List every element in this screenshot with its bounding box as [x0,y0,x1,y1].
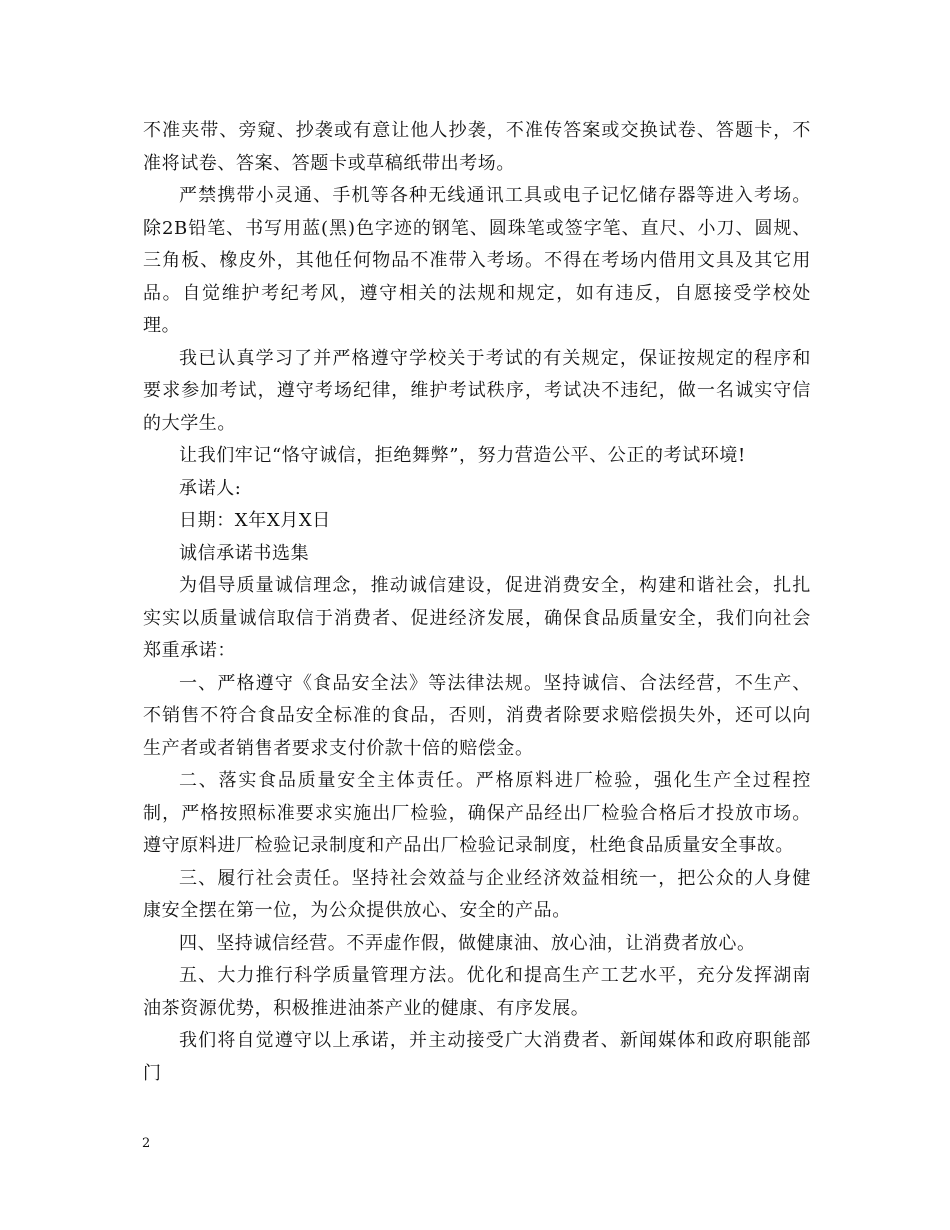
paragraph: 严禁携带小灵通、手机等各种无线通讯工具或电子记忆储存器等进入考场。除2B铅笔、书写用蓝(黑)色字迹的钢笔、圆珠笔或签字笔、直尺、小刀、圆规、三角板、橡皮外，其他任何物品不准带入考场。不得在考场内借用文具及其它用品。自觉维护考纪考风，遵守相关的法规和规定，如有违反，自愿接受学校处理。 [143,185,811,336]
paragraph: 二、落实食品质量安全主体责任。严格原料进厂检验，强化生产全过程控制，严格按照标准要求实施出厂检验，确保产品经出厂检验合格后才投放市场。遵守原料进厂检验记录制度和产品出厂检验记录制度，杜绝食品质量安全事故。 [143,770,811,856]
paragraph: 我已认真学习了并严格遵守学校关于考试的有关规定，保证按规定的程序和要求参加考试，遵守考场纪律，维护考试秩序，考试决不违纪，做一名诚实守信的大学生。 [143,347,811,434]
date-line: 日期：X年X月X日 [179,510,331,531]
document-body [143,115,811,1090]
paragraph: 我们将自觉遵守以上承诺，并主动接受广大消费者、新闻媒体和政府职能部门 [143,1030,811,1084]
section-title: 诚信承诺书选集 [179,542,310,564]
paragraph: 不准夹带、旁窥、抄袭或有意让他人抄袭，不准传答案或交换试卷、答题卡，不准将试卷、答案、答题卡或草稿纸带出考场。 [143,120,811,174]
signatory-line: 承诺人: [179,477,242,499]
paragraph: 三、履行社会责任。坚持社会效益与企业经济效益相统一，把公众的人身健康安全摆在第一位，为公众提供放心、安全的产品。 [143,867,811,921]
paragraph: 一、严格遵守《食品安全法》等法律法规。坚持诚信、合法经营，不生产、不销售不符合食品安全标准的食品，否则，消费者除要求赔偿损失外，还可以向生产者或者销售者要求支付价款十倍的赔偿金。 [143,672,811,759]
paragraph: 五、大力推行科学质量管理方法。优化和提高生产工艺水平，充分发挥湖南油茶资源优势，积极推进油茶产业的健康、有序发展。 [143,965,811,1019]
page-number: 2 [142,1136,151,1151]
paragraph: 让我们牢记“恪守诚信，拒绝舞弊”，努力营造公平、公正的考试环境! [179,445,746,466]
paragraph: 四、坚持诚信经营。不弄虚作假，做健康油、放心油，让消费者放心。 [179,932,756,954]
paragraph: 为倡导质量诚信理念，推动诚信建设，促进消费安全，构建和谐社会，扎扎实实以质量诚信取信于消费者、促进经济发展，确保食品质量安全，我们向社会郑重承诺： [143,575,811,661]
